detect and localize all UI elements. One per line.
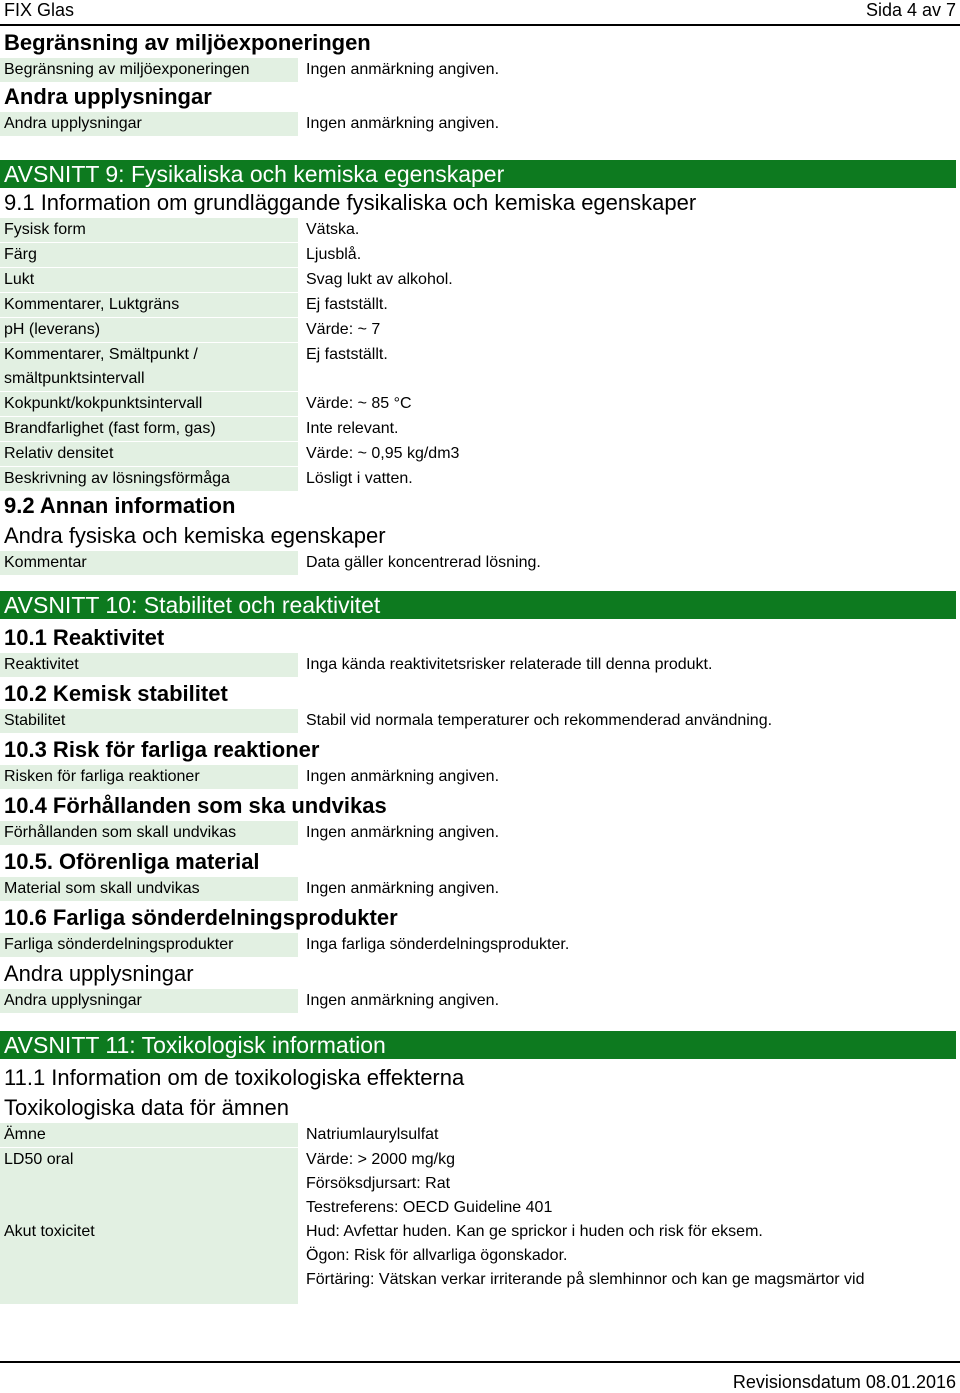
property-row: Kommentarer, Luktgräns Ej fastställt. xyxy=(0,293,960,317)
property-row: Förhållanden som skall undvikas Ingen anmärkning angiven. xyxy=(0,821,960,845)
section-11-title: AVSNITT 11: Toxikologisk information xyxy=(0,1031,956,1059)
row-value: Ingen anmärkning angiven. xyxy=(306,61,500,78)
section-9-1-heading: 9.1 Information om grundläggande fysikaliska och kemiska egenskaper xyxy=(4,190,697,215)
other-info-row: Andra upplysningar Ingen anmärkning angiven. xyxy=(0,989,960,1013)
sub-heading: 10.6 Farliga sönderdelningsprodukter xyxy=(4,905,398,930)
acute-row: Akut toxicitet Hud: Avfettar huden. Kan ge sprickor i huden och risk för eksem. Ögon: Risk för allvarliga ögonskador. Förtäring: Vätskan verkar irriterande på slemhinnor och kan ge magsmärtor vid xyxy=(0,1220,960,1304)
footer-divider xyxy=(0,1361,960,1363)
property-row: Reaktivitet Inga kända reaktivitetsrisker relaterade till denna produkt. xyxy=(0,653,960,677)
ld50-line: Värde: > 2000 mg/kg xyxy=(306,1151,455,1168)
substance-row: Ämne Natriumlaurylsulfat xyxy=(0,1123,960,1147)
other-properties-heading: Andra fysiska och kemiska egenskaper xyxy=(4,523,386,548)
revision-date: Revisionsdatum 08.01.2016 xyxy=(732,1372,956,1392)
env-row xyxy=(0,58,960,82)
tox-data-heading: Toxikologiska data för ämnen xyxy=(4,1095,289,1120)
property-row: Kokpunkt/kokpunktsintervall Värde: ~ 85 °C xyxy=(0,392,960,416)
property-row: Färg Ljusblå. xyxy=(0,243,960,267)
section-10-title: AVSNITT 10: Stabilitet och reaktivitet xyxy=(0,591,956,619)
section-11-1-heading: 11.1 Information om de toxikologiska effekterna xyxy=(4,1065,465,1090)
sub-heading: 10.5. Oförenliga material xyxy=(4,849,260,874)
other-info-heading: Andra upplysningar xyxy=(4,84,212,109)
property-row: Fysisk form Vätska. xyxy=(0,218,960,242)
ld50-row: LD50 oral Värde: > 2000 mg/kg Försöksdjursart: Rat Testreferens: OECD Guideline 401 xyxy=(0,1148,960,1220)
document-body xyxy=(0,26,960,1304)
acute-line: Hud: Avfettar huden. Kan ge sprickor i huden och risk för eksem. xyxy=(306,1223,763,1240)
acute-line: Ögon: Risk för allvarliga ögonskador. xyxy=(306,1247,568,1264)
row-value: Ingen anmärkning angiven. xyxy=(306,115,500,132)
property-row: Farliga sönderdelningsprodukter Inga farliga sönderdelningsprodukter. xyxy=(0,933,960,957)
property-row: Risken för farliga reaktioner Ingen anmärkning angiven. xyxy=(0,765,960,789)
property-row: Kommentarer, Smältpunkt / smältpunktsintervall Ej fastställt. xyxy=(0,343,960,391)
page-header xyxy=(0,0,960,22)
env-heading: Begränsning av miljöexponeringen xyxy=(4,30,371,55)
other-info-heading: Andra upplysningar xyxy=(4,961,194,986)
row-label: Begränsning av miljöexponeringen xyxy=(0,58,298,82)
ld50-line: Testreferens: OECD Guideline 401 xyxy=(306,1199,553,1216)
property-row: Brandfarlighet (fast form, gas) Inte relevant. xyxy=(0,417,960,441)
sub-heading: 10.1 Reaktivitet xyxy=(4,625,165,650)
property-row: Stabilitet Stabil vid normala temperaturer och rekommenderad användning. xyxy=(0,709,960,733)
property-row: Relativ densitet Värde: ~ 0,95 kg/dm3 xyxy=(0,442,960,466)
ld50-line: Försöksdjursart: Rat xyxy=(306,1175,451,1192)
row-label: Andra upplysningar xyxy=(0,112,298,136)
comment-row xyxy=(0,551,960,575)
property-row: Lukt Svag lukt av alkohol. xyxy=(0,268,960,292)
product-name: FIX Glas xyxy=(4,0,75,20)
section-9-2-heading: 9.2 Annan information xyxy=(4,493,236,518)
page-number: Sida 4 av 7 xyxy=(865,0,956,20)
sub-heading: 10.3 Risk för farliga reaktioner xyxy=(4,737,320,762)
property-row: Material som skall undvikas Ingen anmärkning angiven. xyxy=(0,877,960,901)
section-9-rows xyxy=(0,218,960,491)
sub-heading: 10.4 Förhållanden som ska undvikas xyxy=(4,793,387,818)
property-row: Beskrivning av lösningsförmåga Lösligt i vatten. xyxy=(0,467,960,491)
row-label: Kommentar xyxy=(0,551,298,575)
section-9-title: AVSNITT 9: Fysikaliska och kemiska egenskaper xyxy=(0,160,956,188)
property-row: pH (leverans) Värde: ~ 7 xyxy=(0,318,960,342)
other-info-row xyxy=(0,112,960,136)
sub-heading: 10.2 Kemisk stabilitet xyxy=(4,681,228,706)
acute-line: Förtäring: Vätskan verkar irriterande på slemhinnor och kan ge magsmärtor vid xyxy=(306,1271,865,1288)
row-value: Data gäller koncentrerad lösning. xyxy=(306,554,541,571)
